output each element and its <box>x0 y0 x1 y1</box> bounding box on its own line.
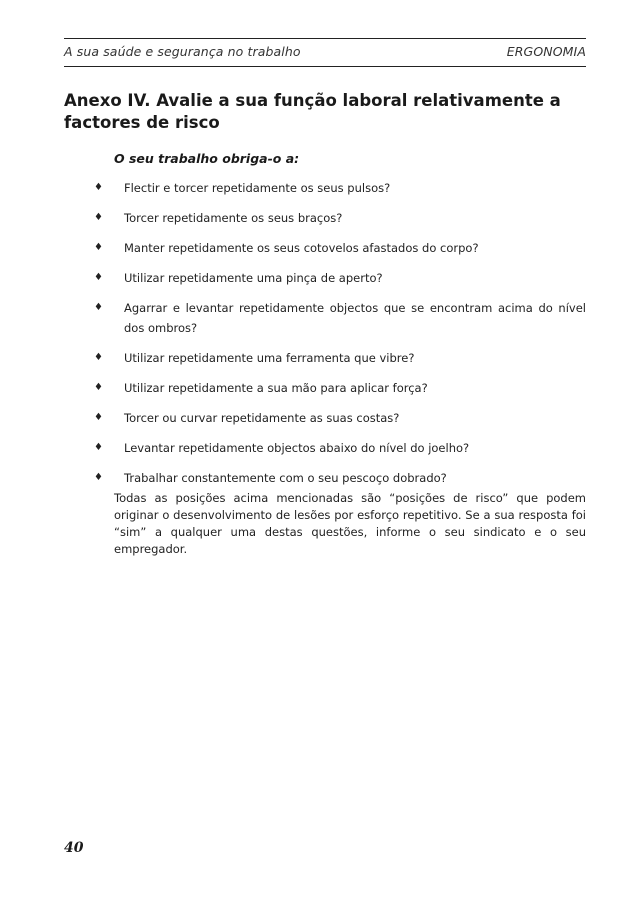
list-item <box>94 468 586 488</box>
list-item <box>94 238 586 258</box>
diamond-bullet-icon: ♦ <box>94 412 103 423</box>
list-item-text: Manter repetidamente os seus cotovelos afastados do corpo? <box>124 241 479 255</box>
diamond-bullet-icon: ♦ <box>94 442 103 453</box>
diamond-bullet-icon: ♦ <box>94 382 103 393</box>
header-top-rule <box>64 38 586 39</box>
running-header-title: A sua saúde e segurança no trabalho <box>64 44 301 59</box>
list-item-text: Utilizar repetidamente uma pinça de aperto? <box>124 271 383 285</box>
list-item <box>94 348 586 368</box>
diamond-bullet-icon: ♦ <box>94 472 103 483</box>
diamond-bullet-icon: ♦ <box>94 212 103 223</box>
list-item-text: Utilizar repetidamente uma ferramenta que vibre? <box>124 351 415 365</box>
diamond-bullet-icon: ♦ <box>94 302 103 313</box>
list-item <box>94 298 586 338</box>
list-item <box>94 208 586 228</box>
list-item-text: Flectir e torcer repetidamente os seus pulsos? <box>124 181 391 195</box>
list-item-text: Torcer repetidamente os seus braços? <box>124 211 343 225</box>
diamond-bullet-icon: ♦ <box>94 272 103 283</box>
question-lead: O seu trabalho obriga-o a: <box>114 151 300 166</box>
list-item-text: Torcer ou curvar repetidamente as suas costas? <box>124 411 400 425</box>
risk-note-paragraph: Todas as posições acima mencionadas são “posições de risco” que podem originar o desenvolvimento de lesões por esforço repetitivo. Se a sua resposta foi “sim” a qualquer uma destas questões, informe o seu sindicato e o seu empregador. <box>114 491 586 556</box>
risk-question-list <box>94 178 586 498</box>
list-item-text: Trabalhar constantemente com o seu pescoço dobrado? <box>124 471 447 485</box>
list-item-text: Levantar repetidamente objectos abaixo do nível do joelho? <box>124 441 470 455</box>
diamond-bullet-icon: ♦ <box>94 182 103 193</box>
annex-title: Anexo IV. Avalie a sua função laboral relativamente a factores de risco <box>64 91 561 132</box>
diamond-bullet-icon: ♦ <box>94 352 103 363</box>
diamond-bullet-icon: ♦ <box>94 242 103 253</box>
header-bottom-rule <box>64 66 586 67</box>
running-header-section: ERGONOMIA <box>506 44 586 59</box>
list-item <box>94 438 586 458</box>
page-number: 40 <box>64 840 84 856</box>
list-item <box>94 378 586 398</box>
list-item <box>94 408 586 428</box>
list-item <box>94 178 586 198</box>
list-item-text: Agarrar e levantar repetidamente objectos que se encontram acima do nível dos ombros? <box>124 301 586 335</box>
list-item-text: Utilizar repetidamente a sua mão para aplicar força? <box>124 381 428 395</box>
list-item <box>94 268 586 288</box>
